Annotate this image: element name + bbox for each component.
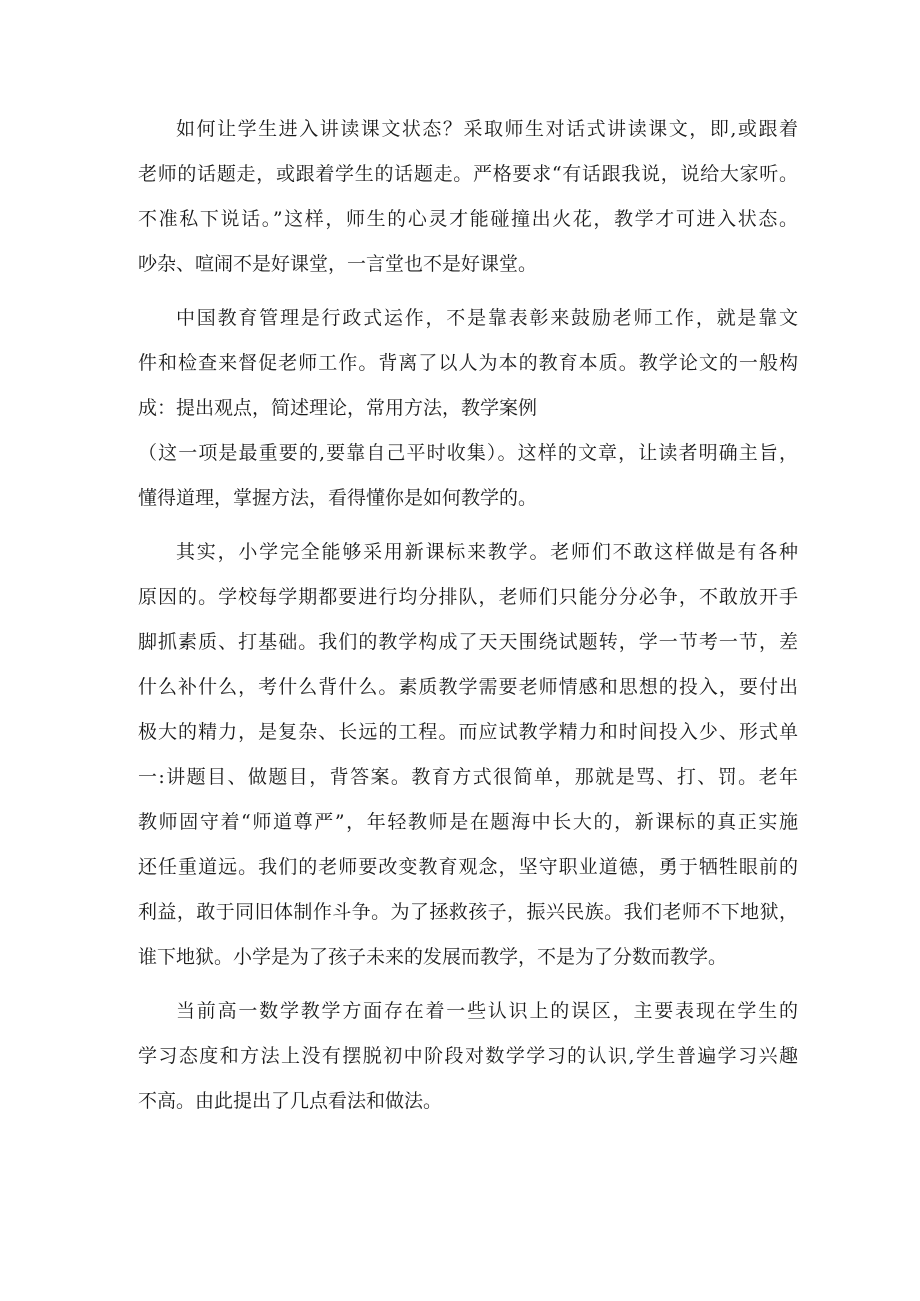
paragraph-line: 如何让学生进入讲读课文状态？采取师生对话式讲读课文，即,或跟着 bbox=[176, 118, 798, 140]
paragraph-line: 不高。由此提出了几点看法和做法。 bbox=[138, 1090, 443, 1112]
paragraph-1 bbox=[138, 107, 798, 287]
paragraph-line: 原因的。学校每学期都要进行均分排队，老师们只能分分必争，不敢放开手 bbox=[138, 586, 798, 608]
paragraph-line: 当前高一数学教学方面存在着一些认识上的误区，主要表现在学生的 bbox=[176, 1000, 798, 1022]
document-body bbox=[138, 107, 798, 1124]
paragraph-gap bbox=[138, 521, 798, 530]
paragraph-line: 学习态度和方法上没有摆脱初中阶段对数学学习的认识,学生普遍学习兴趣 bbox=[138, 1045, 798, 1067]
paragraph-line: 件和检查来督促老师工作。背离了以人为本的教育本质。教学论文的一般构 bbox=[138, 352, 798, 374]
paragraph-4 bbox=[138, 989, 798, 1124]
paragraph-line: （这一项是最重要的,要靠自己平时收集）。这样的文章，让读者明确主旨， bbox=[138, 442, 798, 464]
paragraph-line: 一:讲题目、做题目，背答案。教育方式很简单，那就是骂、打、罚。老年 bbox=[138, 766, 798, 788]
paragraph-gap bbox=[138, 980, 798, 989]
paragraph-line: 教师固守着“师道尊严”，年轻教师是在题海中长大的，新课标的真正实施 bbox=[138, 811, 798, 833]
paragraph-line: 懂得道理，掌握方法，看得懂你是如何教学的。 bbox=[138, 487, 538, 509]
paragraph-line: 吵杂、喧闹不是好课堂，一言堂也不是好课堂。 bbox=[138, 253, 538, 275]
paragraph-line: 利益，敢于同旧体制作斗争。为了拯救孩子，振兴民族。我们老师不下地狱， bbox=[138, 901, 798, 923]
paragraph-gap bbox=[138, 287, 798, 296]
paragraph-line: 中国教育管理是行政式运作，不是靠表彰来鼓励老师工作，就是靠文 bbox=[176, 307, 798, 329]
paragraph-3 bbox=[138, 530, 798, 980]
paragraph-line: 不准私下说话。”这样，师生的心灵才能碰撞出火花，教学才可进入状态。 bbox=[138, 208, 798, 230]
paragraph-line: 什么补什么，考什么背什么。素质教学需要老师情感和思想的投入，要付出 bbox=[138, 676, 798, 698]
paragraph-line: 脚抓素质、打基础。我们的教学构成了天天围绕试题转，学一节考一节，差 bbox=[138, 631, 798, 653]
paragraph-line: 极大的精力，是复杂、长远的工程。而应试教学精力和时间投入少、形式单 bbox=[138, 721, 798, 743]
paragraph-line: 老师的话题走，或跟着学生的话题走。严格要求“有话跟我说，说给大家听。 bbox=[138, 163, 798, 185]
paragraph-2 bbox=[138, 296, 798, 521]
paragraph-line: 成：提出观点，简述理论，常用方法，教学案例 bbox=[138, 397, 538, 419]
paragraph-line: 还任重道远。我们的老师要改变教育观念，坚守职业道德，勇于牺牲眼前的 bbox=[138, 856, 798, 878]
paragraph-line: 其实，小学完全能够采用新课标来教学。老师们不敢这样做是有各种 bbox=[176, 541, 798, 563]
paragraph-line: 谁下地狱。小学是为了孩子未来的发展而教学，不是为了分数而教学。 bbox=[138, 946, 728, 968]
